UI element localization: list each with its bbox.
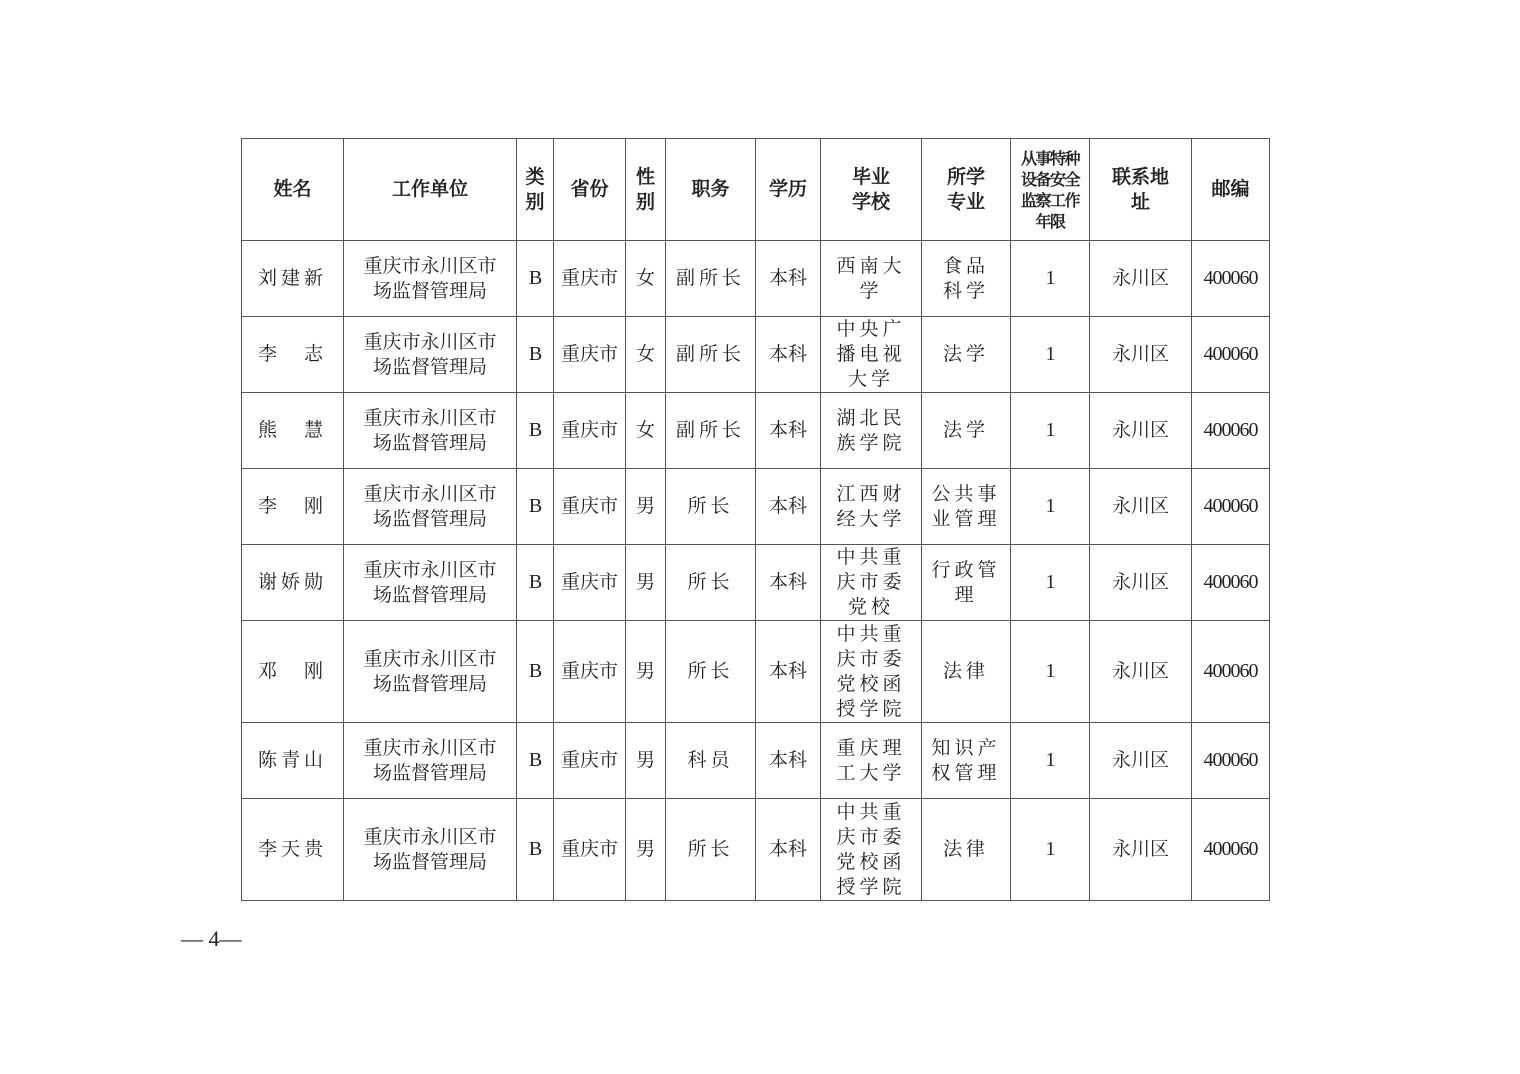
cell-type [517, 241, 554, 317]
cell-school [821, 799, 922, 901]
cell-years-text: 1 [1045, 660, 1055, 682]
cell-postcode [1192, 545, 1270, 621]
cell-education-text: 本科 [768, 571, 807, 593]
header-position: 职务 [666, 139, 756, 241]
cell-postcode-text: 400060 [1203, 571, 1258, 593]
header-gender: 性 别 [626, 139, 666, 241]
cell-education-text: 本科 [768, 660, 807, 682]
cell-years [1011, 799, 1090, 901]
cell-address-text: 永川区 [1111, 660, 1169, 682]
cell-position-text: 科员 [687, 749, 734, 771]
cell-school-text: 中共重 庆市委 党校函 授学院 [836, 622, 906, 720]
cell-address [1090, 799, 1192, 901]
cell-major [922, 799, 1011, 901]
header-name: 姓名 [242, 139, 344, 241]
cell-education [756, 621, 821, 723]
cell-position-text: 所长 [687, 571, 734, 593]
cell-school-text: 重庆理 工大学 [836, 736, 906, 784]
cell-name [242, 469, 344, 545]
cell-school-text: 江西财 经大学 [836, 482, 906, 530]
cell-province [554, 241, 626, 317]
cell-province-text: 重庆市 [560, 267, 618, 289]
cell-postcode [1192, 241, 1270, 317]
cell-name-text: 邓 刚 [257, 660, 327, 682]
cell-gender [626, 621, 666, 723]
cell-position [666, 317, 756, 393]
cell-name-text: 李 志 [257, 343, 327, 365]
cell-position [666, 469, 756, 545]
cell-postcode [1192, 393, 1270, 469]
cell-school [821, 317, 922, 393]
cell-address-text: 永川区 [1111, 267, 1169, 289]
cell-province-text: 重庆市 [560, 749, 618, 771]
cell-education-text: 本科 [768, 267, 807, 289]
table-body [242, 241, 1270, 901]
cell-education [756, 799, 821, 901]
cell-major [922, 317, 1011, 393]
cell-name [242, 723, 344, 799]
cell-years-text: 1 [1045, 419, 1055, 441]
cell-address [1090, 545, 1192, 621]
cell-province [554, 799, 626, 901]
cell-address [1090, 393, 1192, 469]
cell-address [1090, 469, 1192, 545]
cell-type-text: B [528, 660, 542, 682]
cell-education [756, 545, 821, 621]
cell-years [1011, 317, 1090, 393]
table-row [242, 799, 1270, 901]
header-row [242, 139, 1270, 241]
cell-type [517, 469, 554, 545]
cell-postcode [1192, 799, 1270, 901]
cell-province [554, 393, 626, 469]
cell-position-text: 所长 [687, 660, 734, 682]
header-years: 从事特种 设备安全 监察工作 年限 [1011, 139, 1090, 241]
cell-position-text: 所长 [687, 838, 734, 860]
cell-major-text: 法律 [942, 838, 989, 860]
cell-unit [344, 799, 517, 901]
cell-school-text: 中央广 播电视 大学 [836, 318, 906, 390]
cell-years [1011, 723, 1090, 799]
cell-gender [626, 241, 666, 317]
cell-postcode [1192, 621, 1270, 723]
cell-education-text: 本科 [768, 495, 807, 517]
cell-major [922, 469, 1011, 545]
cell-postcode-text: 400060 [1203, 267, 1258, 289]
cell-name-text: 李 刚 [257, 495, 327, 517]
cell-school [821, 545, 922, 621]
cell-province-text: 重庆市 [560, 571, 618, 593]
cell-type-text: B [528, 571, 542, 593]
cell-gender-text: 女 [635, 267, 655, 289]
header-education: 学历 [756, 139, 821, 241]
cell-school-text: 湖北民 族学院 [836, 406, 906, 454]
cell-major-text: 公共事 业管理 [931, 482, 1001, 530]
cell-province [554, 545, 626, 621]
header-major: 所学 专业 [922, 139, 1011, 241]
cell-unit-text: 重庆市永川区市 场监督管理局 [363, 558, 497, 606]
cell-years-text: 1 [1045, 571, 1055, 593]
cell-province-text: 重庆市 [560, 343, 618, 365]
cell-position [666, 241, 756, 317]
cell-province-text: 重庆市 [560, 495, 618, 517]
cell-name-text: 陈青山 [257, 749, 327, 771]
cell-province [554, 621, 626, 723]
cell-address-text: 永川区 [1111, 343, 1169, 365]
cell-gender-text: 男 [635, 495, 655, 517]
cell-unit-text: 重庆市永川区市 场监督管理局 [363, 254, 497, 302]
cell-unit [344, 317, 517, 393]
cell-gender-text: 女 [635, 419, 655, 441]
cell-major-text: 知识产 权管理 [931, 736, 1001, 784]
cell-type-text: B [528, 267, 542, 289]
cell-name-text: 刘建新 [257, 267, 327, 289]
cell-major [922, 241, 1011, 317]
cell-type [517, 545, 554, 621]
cell-years-text: 1 [1045, 495, 1055, 517]
cell-postcode [1192, 317, 1270, 393]
cell-gender-text: 男 [635, 660, 655, 682]
cell-gender [626, 723, 666, 799]
cell-type [517, 393, 554, 469]
cell-postcode-text: 400060 [1203, 749, 1258, 771]
cell-postcode-text: 400060 [1203, 343, 1258, 365]
cell-major [922, 723, 1011, 799]
cell-name [242, 317, 344, 393]
cell-province [554, 469, 626, 545]
cell-school [821, 393, 922, 469]
cell-school [821, 241, 922, 317]
cell-name [242, 241, 344, 317]
cell-gender [626, 469, 666, 545]
cell-address [1090, 621, 1192, 723]
cell-postcode-text: 400060 [1203, 495, 1258, 517]
cell-education-text: 本科 [768, 343, 807, 365]
cell-education-text: 本科 [768, 838, 807, 860]
header-type: 类 别 [517, 139, 554, 241]
cell-position [666, 621, 756, 723]
cell-school [821, 469, 922, 545]
table-row [242, 469, 1270, 545]
cell-name-text: 谢娇勋 [257, 571, 327, 593]
cell-major-text: 法律 [942, 660, 989, 682]
cell-major [922, 545, 1011, 621]
cell-major [922, 393, 1011, 469]
cell-name [242, 393, 344, 469]
cell-type-text: B [528, 838, 542, 860]
cell-unit [344, 469, 517, 545]
cell-type-text: B [528, 419, 542, 441]
header-postcode: 邮编 [1192, 139, 1270, 241]
cell-education [756, 393, 821, 469]
table-row [242, 723, 1270, 799]
cell-name [242, 545, 344, 621]
table-row [242, 621, 1270, 723]
cell-education-text: 本科 [768, 749, 807, 771]
cell-name-text: 李天贵 [257, 838, 327, 860]
cell-position [666, 723, 756, 799]
cell-years [1011, 241, 1090, 317]
cell-years-text: 1 [1045, 267, 1055, 289]
cell-province [554, 317, 626, 393]
page-number: — 4— [181, 926, 242, 951]
cell-postcode-text: 400060 [1203, 660, 1258, 682]
cell-unit-text: 重庆市永川区市 场监督管理局 [363, 330, 497, 378]
cell-years [1011, 393, 1090, 469]
cell-gender [626, 799, 666, 901]
cell-gender [626, 393, 666, 469]
cell-province-text: 重庆市 [560, 419, 618, 441]
header-unit: 工作单位 [344, 139, 517, 241]
cell-major-text: 行政管 理 [931, 558, 1001, 606]
cell-years-text: 1 [1045, 749, 1055, 771]
cell-address-text: 永川区 [1111, 749, 1169, 771]
cell-postcode-text: 400060 [1203, 419, 1258, 441]
cell-unit-text: 重庆市永川区市 场监督管理局 [363, 647, 497, 695]
cell-address [1090, 317, 1192, 393]
cell-postcode [1192, 469, 1270, 545]
cell-unit [344, 621, 517, 723]
cell-position [666, 393, 756, 469]
cell-position-text: 副所长 [675, 267, 745, 289]
cell-address-text: 永川区 [1111, 495, 1169, 517]
cell-education-text: 本科 [768, 419, 807, 441]
cell-unit [344, 241, 517, 317]
cell-school-text: 中共重 庆市委 党校函 授学院 [836, 800, 906, 898]
cell-name [242, 799, 344, 901]
cell-gender-text: 男 [635, 838, 655, 860]
cell-province-text: 重庆市 [560, 838, 618, 860]
cell-position-text: 副所长 [675, 343, 745, 365]
cell-address-text: 永川区 [1111, 419, 1169, 441]
personnel-table [241, 138, 1270, 901]
cell-type-text: B [528, 495, 542, 517]
cell-school [821, 723, 922, 799]
cell-position-text: 所长 [687, 495, 734, 517]
header-province: 省份 [554, 139, 626, 241]
cell-education [756, 241, 821, 317]
cell-type-text: B [528, 749, 542, 771]
cell-major [922, 621, 1011, 723]
cell-type [517, 317, 554, 393]
header-school: 毕业 学校 [821, 139, 922, 241]
cell-school-text: 中共重 庆市委 党校 [836, 546, 906, 618]
cell-gender-text: 男 [635, 749, 655, 771]
cell-major-text: 法学 [942, 343, 989, 365]
table-row [242, 317, 1270, 393]
cell-school [821, 621, 922, 723]
cell-school-text: 西南大 学 [836, 254, 906, 302]
header-address: 联系地 址 [1090, 139, 1192, 241]
cell-gender [626, 317, 666, 393]
cell-unit [344, 545, 517, 621]
cell-position-text: 副所长 [675, 419, 745, 441]
cell-address [1090, 723, 1192, 799]
cell-postcode [1192, 723, 1270, 799]
cell-major-text: 食品 科学 [942, 254, 989, 302]
cell-years-text: 1 [1045, 343, 1055, 365]
cell-unit-text: 重庆市永川区市 场监督管理局 [363, 736, 497, 784]
cell-major-text: 法学 [942, 419, 989, 441]
cell-address-text: 永川区 [1111, 838, 1169, 860]
cell-type [517, 621, 554, 723]
cell-gender [626, 545, 666, 621]
cell-name-text: 熊 慧 [257, 419, 327, 441]
cell-gender-text: 男 [635, 571, 655, 593]
cell-address [1090, 241, 1192, 317]
cell-position [666, 799, 756, 901]
cell-gender-text: 女 [635, 343, 655, 365]
cell-unit-text: 重庆市永川区市 场监督管理局 [363, 406, 497, 454]
cell-unit [344, 723, 517, 799]
cell-type [517, 723, 554, 799]
cell-postcode-text: 400060 [1203, 838, 1258, 860]
cell-province [554, 723, 626, 799]
cell-province-text: 重庆市 [560, 660, 618, 682]
cell-years [1011, 469, 1090, 545]
cell-education [756, 317, 821, 393]
cell-unit [344, 393, 517, 469]
cell-unit-text: 重庆市永川区市 场监督管理局 [363, 482, 497, 530]
table-row [242, 545, 1270, 621]
table-row [242, 241, 1270, 317]
cell-education [756, 723, 821, 799]
cell-type-text: B [528, 343, 542, 365]
table-row [242, 393, 1270, 469]
cell-name [242, 621, 344, 723]
cell-type [517, 799, 554, 901]
cell-position [666, 545, 756, 621]
cell-education [756, 469, 821, 545]
cell-unit-text: 重庆市永川区市 场监督管理局 [363, 825, 497, 873]
cell-years [1011, 621, 1090, 723]
cell-years-text: 1 [1045, 838, 1055, 860]
cell-years [1011, 545, 1090, 621]
cell-address-text: 永川区 [1111, 571, 1169, 593]
